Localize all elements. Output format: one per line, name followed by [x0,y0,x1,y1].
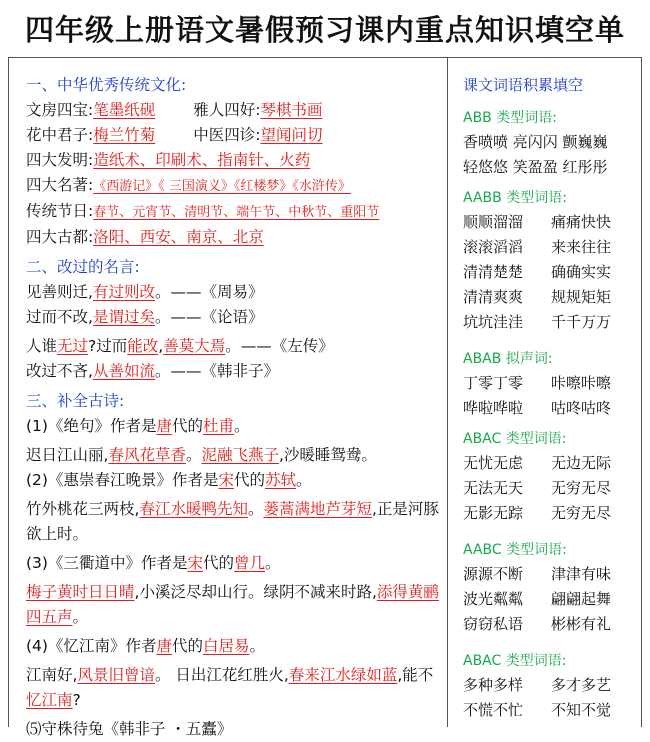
answer: 《西游记》《 三国演义》《红楼梦》《水浒传》 [93,179,351,194]
category-abab: ABAB 拟声词: [463,351,553,367]
label: 文房四宝: [26,101,94,119]
answer: 蒌蒿满地芦芽短 [263,500,372,518]
word: 窃窃私语 [463,615,524,633]
label: 四大古都: [26,228,94,246]
word-row [463,210,638,235]
poem-text: 。 [185,446,202,464]
category-abac-2: ABAC 类型词语: [463,653,567,669]
word: 波光粼粼 [463,590,524,608]
answer: 梅兰竹菊 [93,126,156,144]
word-row [463,371,638,396]
word-row [463,501,638,526]
word: 哗啦哗啦 [463,399,524,417]
word-row [463,673,638,698]
poem-text: 代的 [202,554,234,572]
word: 咕咚咕咚 [551,399,612,417]
poem-heading [26,634,441,659]
poem-title: (3)《三衢道中》作者是 [26,554,188,572]
poem-line [26,663,441,713]
word: 无影无踪 [463,504,524,522]
word: 坑坑洼洼 [463,313,524,331]
section-heading-poems: 三、补全古诗: [26,392,125,410]
culture-row [26,173,441,199]
answer: 宋 [218,471,234,489]
poem-heading [26,468,441,493]
category-aabb: AABB 类型词语: [463,190,567,206]
word: 无忧无虑 [463,454,524,472]
answer: 是谓过矣 [92,308,155,326]
answer: 能改 [127,337,159,355]
word: 规规矩矩 [551,288,612,306]
word: 多种多样 [463,676,524,694]
answer: 杜甫 [203,417,235,435]
word: 翩翩起舞 [551,590,612,608]
word-row [463,396,638,421]
poem-title: (1)《绝句》作者是 [26,417,157,435]
poem-heading: ⑸守株待兔《韩非子 ・五蠹》 [26,720,233,738]
left-column [26,74,441,742]
quote-row [26,280,441,305]
word: 源源不断 [463,565,524,583]
answer: 白居易 [203,637,250,655]
answer: 春江水暖鸭先知 [139,500,248,518]
answer: 宋 [187,554,203,572]
quote-text: 见善则迁, [26,283,93,301]
poem-text: 。 [234,417,250,435]
quote-row [26,305,441,330]
poem-text: 。 [296,471,312,489]
word-row: 香喷喷 亮闪闪 颤巍巍 [463,133,608,151]
culture-row [26,148,441,173]
poem-text: 代的 [171,417,203,435]
answer: 笔墨纸砚 [93,101,156,119]
vocab-heading: 课文词语积累填空 [463,76,584,94]
word-row [463,612,638,637]
quote-row [26,359,441,384]
answer: 琴棋书画 [260,101,323,119]
culture-row [26,123,441,148]
label: 四大发明: [26,151,94,169]
page-title: 四年级上册语文暑假预习课内重点知识填空单 [24,13,625,47]
poem-text: 。 [72,608,89,626]
poem-text: 江南好, [26,666,78,684]
category-abb: ABB 类型词语: [463,110,557,126]
answer: 造纸术、印刷术、指南针、火药 [93,151,311,169]
poem-heading [26,551,441,576]
word: 顺顺溜溜 [463,213,524,231]
poem-text: 竹外桃花三两枝, [26,500,140,518]
word-row [463,698,638,723]
poem-text: 。 [265,554,281,572]
section-heading-quotes: 二、改过的名言: [26,258,140,276]
word: 咔嚓咔嚓 [551,374,612,392]
word: 确确实实 [551,263,612,281]
answer: 唐 [156,417,172,435]
answer: 忆江南 [26,691,73,709]
word-row [463,235,638,260]
word: 无边无际 [551,454,612,472]
answer: 善莫大焉 [163,337,226,355]
word: 无法无天 [463,479,524,497]
answer: 梅子黄时日日晴 [26,583,135,601]
word-row [463,562,638,587]
word-row [463,451,638,476]
quote-text: 人谁 [26,337,58,355]
poem-text: ,沙暖睡鸳鸯。 [278,446,377,464]
word-row [463,260,638,285]
poem-title: (4)《忆江南》作者 [26,637,157,655]
word: 无穷无尽 [551,479,612,497]
poem-text: ,小溪泛尽却山行。绿阴不减来时路, [134,583,377,601]
word: 滚滚滔滔 [463,238,524,256]
word-row [463,285,638,310]
answer: 春风花草香 [108,446,186,464]
answer: 无过 [57,337,89,355]
poem-text: 。 [247,500,264,518]
answer: 从善如流 [92,362,155,380]
quote-source: 。——《左传》 [225,337,334,355]
word: 无穷无尽 [551,504,612,522]
section-heading-culture: 一、中华优秀传统文化: [26,76,187,94]
poem-text: 。 [249,637,266,655]
quote-source: 。——《韩非子》 [154,362,279,380]
answer: 春节、元宵节、清明节、端午节、中秋节、重阳节 [93,205,380,220]
answer: 风景旧曾谙 [77,666,155,684]
poem-text: 代的 [171,637,203,655]
answer: 洛阳、西安、南京、北京 [93,228,264,246]
answer: 苏轼 [265,471,297,489]
word: 丁零丁零 [463,374,524,392]
word: 津津有味 [551,565,612,583]
quote-text: , [158,337,164,355]
word: 不知不觉 [551,701,612,719]
quote-text: 改过不吝, [26,362,93,380]
poem-line [26,443,441,468]
label: 花中君子: [26,126,94,144]
word: 彬彬有礼 [551,615,612,633]
poem-line [26,497,441,547]
answer: 添得黄鹂四五声 [26,583,439,626]
quote-row [26,334,441,359]
culture-row [26,199,441,225]
column-divider [447,57,448,727]
quote-text: ?过而 [88,337,128,355]
answer: 有过则改 [92,283,155,301]
word: 痛痛快快 [551,213,612,231]
poem-text: ? [72,691,81,709]
word-row: 轻悠悠 笑盈盈 红彤彤 [463,158,608,176]
answer: 泥融飞燕子 [201,446,279,464]
poem-title: (2)《惠崇春江晚景》作者是 [26,471,219,489]
answer: 曾几 [234,554,266,572]
word: 多才多艺 [551,676,612,694]
word: 千千万万 [551,313,612,331]
word: 来来往往 [551,238,612,256]
poem-line [26,580,441,630]
word-row [463,476,638,501]
category-abac: ABAC 类型词语: [463,431,567,447]
poem-text: 代的 [233,471,265,489]
word-row [463,587,638,612]
quote-source: 。——《论语》 [154,308,264,326]
word: 清清楚楚 [463,263,524,281]
word: 清清爽爽 [463,288,524,306]
quote-source: 。——《周易》 [154,283,264,301]
label: 四大名著: [26,176,94,194]
poem-text: 迟日江山丽, [26,446,109,464]
quote-text: 过而不改, [26,308,93,326]
category-aabc: AABC 类型词语: [463,542,567,558]
word: 不慌不忙 [463,701,524,719]
poem-text: 。 日出江花红胜火, [154,666,289,684]
right-column [463,74,638,723]
answer: 唐 [156,637,172,655]
answer: 春来江水绿如蓝 [288,666,398,684]
answer: 望闻问切 [260,126,323,144]
culture-row [26,98,441,123]
poem-heading [26,414,441,439]
label: 传统节日: [26,202,94,220]
culture-row [26,225,441,250]
word-row [463,310,638,335]
label: 中医四诊: [193,126,261,144]
label: 雅人四好: [193,101,261,119]
poem-text: ,正是河豚欲上时。 [26,500,439,543]
poem-text: ,能不 [397,666,434,684]
